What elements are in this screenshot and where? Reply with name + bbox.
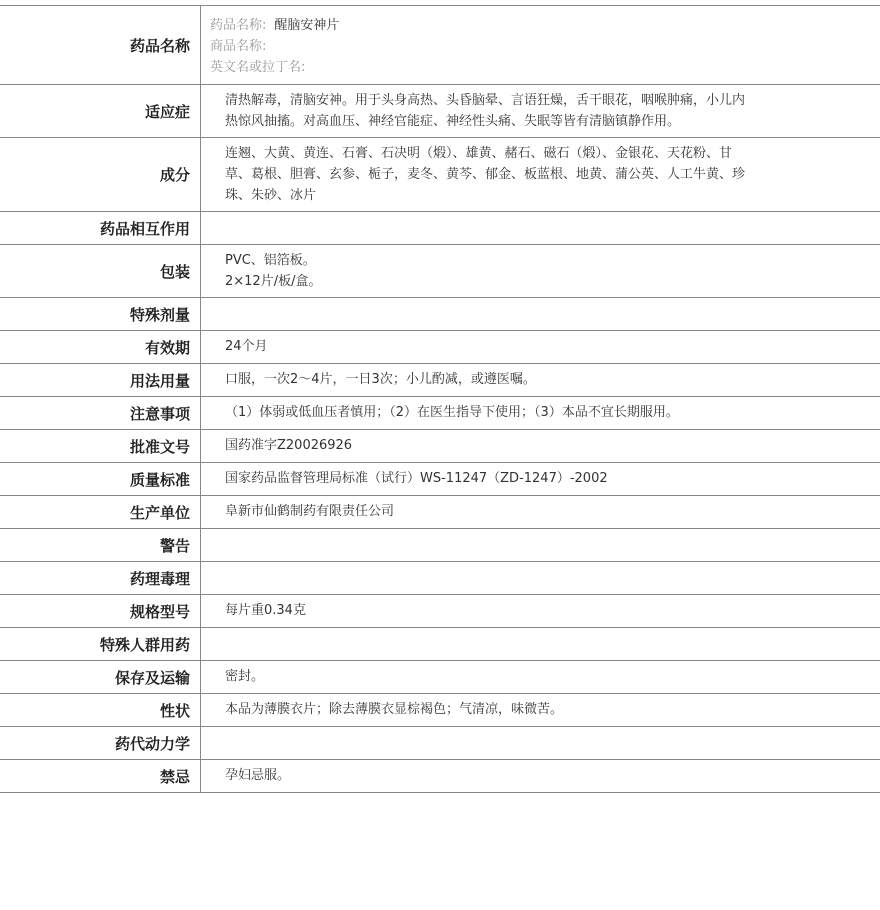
drug-spec-table [0,5,880,793]
row-value-line: 草、葛根、胆膏、玄参、栀子，麦冬、黄芩、郁金、板蓝根、地黄、蒲公英、人工牛黄、珍 [225,167,746,182]
row-value-line: 国家药品监督管理局标准（试行）WS-11247（ZD-1247）-2002 [225,471,608,486]
row-label: 药代动力学 [0,727,201,759]
row-value-line [225,303,880,324]
row-label: 有效期 [0,331,201,363]
row-label: 特殊人群用药 [0,628,201,660]
row-value [201,397,880,429]
row-value [201,138,880,211]
row-value-line: 2×12片/板/盒。 [225,274,322,289]
row-value-line: （1）体弱或低血压者慎用；（2）在医生指导下使用；（3）本品不宜长期服用。 [225,405,679,420]
generic-name-key: 药品名称: [210,18,267,33]
row-value [201,661,880,693]
row-value [201,298,880,330]
row-value [201,628,880,660]
row-label: 性状 [0,694,201,726]
row-label: 生产单位 [0,496,201,528]
row-value [201,85,880,137]
row-label: 用法用量 [0,364,201,396]
row-value [201,496,880,528]
generic-name-line [210,15,880,36]
spec-row [0,496,880,529]
row-value-line: 24个月 [225,339,268,354]
row-value-line: 密封。 [225,669,265,684]
row-label: 质量标准 [0,463,201,495]
row-drug-name [0,6,880,85]
row-value [201,529,880,561]
row-label: 禁忌 [0,760,201,792]
spec-row [0,397,880,430]
row-value [201,562,880,594]
spec-row [0,694,880,727]
spec-row [0,661,880,694]
trade-name-line [210,36,880,57]
row-value [201,6,880,84]
spec-row [0,760,880,793]
spec-row [0,562,880,595]
row-value-line: 孕妇忌服。 [225,768,291,783]
row-value-line: 本品为薄膜衣片；除去薄膜衣显棕褐色；气清凉，味微苦。 [225,702,564,717]
row-value-line: 口服，一次2～4片，一日3次；小儿酌减，或遵医嘱。 [225,372,536,387]
row-value-line: 连翘、大黄、黄连、石膏、石决明（煅）、雄黄、赭石、磁石（煅）、金银花、天花粉、甘 [225,146,733,161]
spec-row [0,628,880,661]
spec-row [0,430,880,463]
row-label: 规格型号 [0,595,201,627]
spec-row [0,529,880,562]
row-value [201,694,880,726]
row-label: 警告 [0,529,201,561]
row-value [201,463,880,495]
spec-row [0,138,880,212]
spec-row [0,245,880,298]
row-value [201,727,880,759]
spec-row [0,85,880,138]
row-value-line: 热惊风抽搐。对高血压、神经官能症、神经性头痛、失眠等皆有清脑镇静作用。 [225,114,681,129]
row-label: 药品相互作用 [0,212,201,244]
spec-row [0,727,880,760]
row-value [201,212,880,244]
latin-name-key: 英文名或拉丁名: [210,60,306,75]
row-label: 特殊剂量 [0,298,201,330]
row-value-line [225,633,880,654]
row-value-line: 国药准字Z20026926 [225,438,353,453]
row-value-line [225,534,880,555]
row-value [201,430,880,462]
generic-name-value: 醒脑安神片 [274,18,340,33]
row-label: 保存及运输 [0,661,201,693]
row-label: 适应症 [0,85,201,137]
spec-row [0,298,880,331]
row-label: 成分 [0,138,201,211]
row-label: 药品名称 [0,6,201,84]
spec-row [0,364,880,397]
row-label: 批准文号 [0,430,201,462]
row-value [201,331,880,363]
row-value-line [225,567,880,588]
row-value-line: 珠、朱砂、冰片 [225,188,317,203]
row-value [201,364,880,396]
row-value-line: 阜新市仙鹤制药有限责任公司 [225,504,395,519]
row-value-line: 每片重0.34克 [225,603,306,618]
row-value [201,595,880,627]
row-value-line [225,732,880,753]
row-value [201,245,880,297]
spec-rows [0,85,880,793]
row-label: 注意事项 [0,397,201,429]
row-value-line: PVC、铝箔板。 [225,253,316,268]
spec-row [0,212,880,245]
row-value-line: 清热解毒，清脑安神。用于头身高热、头昏脑晕、言语狂燥，舌干眼花，咽喉肿痛，小儿内 [225,93,746,108]
row-value-line [225,217,880,238]
spec-row [0,595,880,628]
row-label: 包装 [0,245,201,297]
spec-row [0,463,880,496]
spec-row [0,331,880,364]
row-value [201,760,880,792]
latin-name-line [210,57,880,78]
row-label: 药理毒理 [0,562,201,594]
trade-name-key: 商品名称: [210,39,267,54]
